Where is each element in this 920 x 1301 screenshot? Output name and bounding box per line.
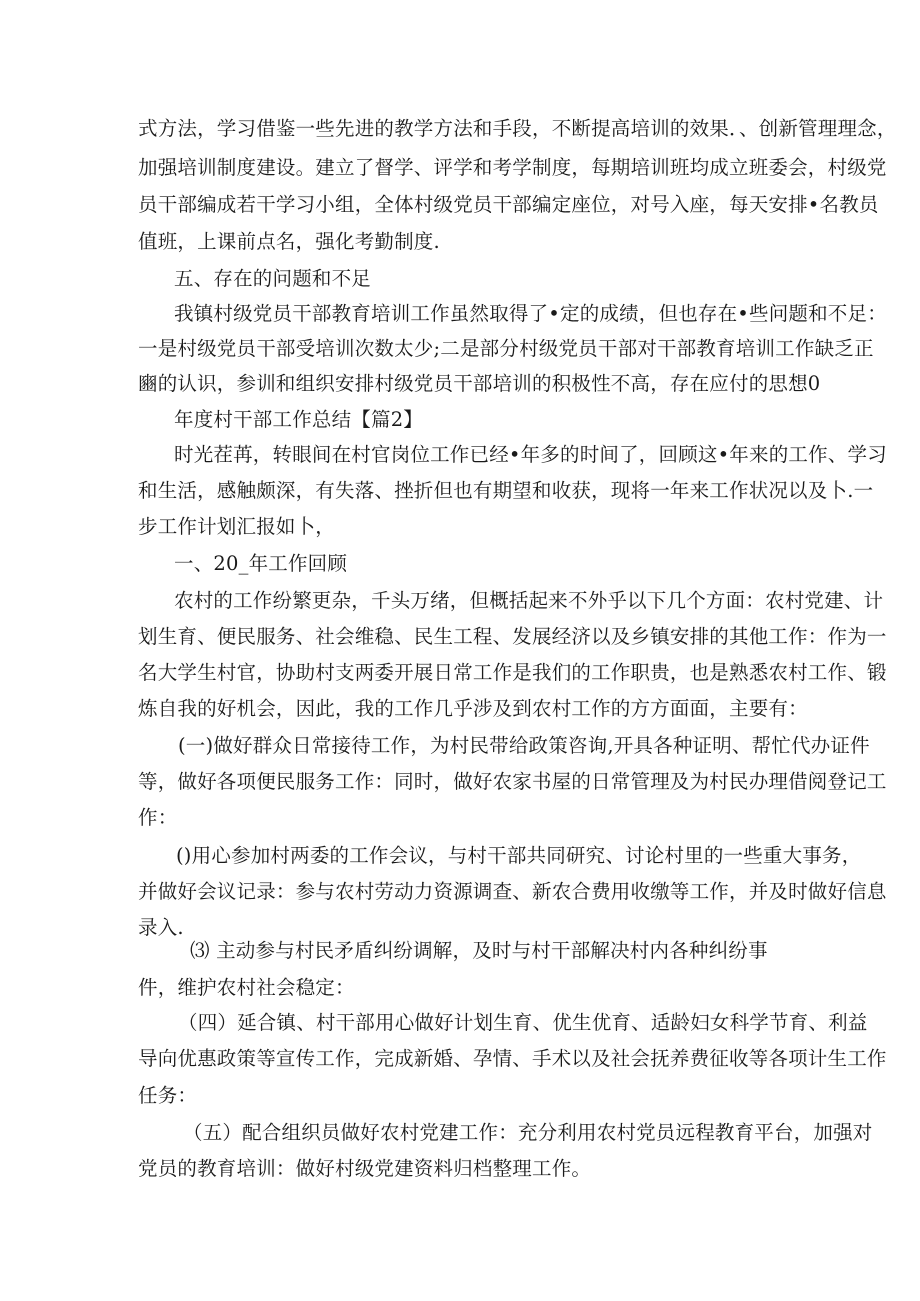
p8-line: 作： [138,806,178,829]
p3-line: 一是村级党员干部受培训次数太少;二是部分村级党员干部对干部教育培训工作缺乏正 [138,337,874,360]
p7-line: 炼自我的好机会，因此，我的工作几乎涉及到农村工作的方方面面，主要有： [138,697,808,720]
p9-line: 并做好会议记录：参与农村劳动力资源调查、新农合费用收缴等工作，并及时做好信息 [138,880,887,903]
p11-line: 导向优惠政策等宣传工作，完成新婚、孕情、手术以及社会抚养费征收等各项计生工作 [138,1047,887,1070]
p7-line: 划生育、便民服务、社会维稳、民生工程、发展经济以及乡镇安排的其他工作：作为一 [138,625,887,648]
article-title: 年度村干部工作总结【篇2】 [174,408,424,431]
p1-line: 员干部编成若干学习小组，全体村级党员干部编定座位，对号入座，每天安排•名教员 [138,193,879,216]
p12-line: （五）配合组织员做好农村党建工作：充分利用农村党员远程教育平台，加强对 [183,1121,873,1144]
p9-line: ()用心参加村两委的工作会议，与村干部共同研究、讨论村里的一些重大事务， [176,844,862,867]
p10-line: ⑶ 主动参与村民矛盾纠纷调解，及时与村干部解决村内各种纠纷事 [190,939,768,962]
p5-line: 步工作计划汇报如卜， [138,515,336,538]
p8-line: (一)做好群众日常接待工作，为村民带给政策咨询,开具各种证明、帮忙代办证件 [178,734,870,757]
p11-line: （四）延合镇、村干部用心做好计划生育、优生优育、适龄妇女科学节育、利益 [178,1011,868,1034]
p1-line: 加强培训制度建设。建立了督学、评学和考学制度，每期培训班均成立班委会，村级党 [138,156,887,179]
p12-line: 党员的教育培训：做好村级党建资料归档整理工作。 [138,1157,592,1180]
p11-line: 任务： [138,1084,198,1107]
p10-line: 件，维护农村社会稳定： [138,976,355,999]
p3-line: 豳的认识，参训和组织安排村级党员干部培训的积极性不高，存在应付的思想0 [138,372,821,395]
p3-line: 我镇村级党员干部教育培训工作虽然取得了•定的成绩，但也存在•些问题和不足： [174,302,887,325]
section-heading: 一、20_年工作回顾 [174,552,348,575]
section-heading: 五、存在的问题和不足 [174,267,372,290]
p7-line: 农村的工作纷繁更杂，千头万绪，但概括起来不外乎以下几个方面：农村党建、计 [174,589,884,612]
p1-line: 值班，上课前点名，强化考勤制度. [138,230,440,253]
p5-line: 时光茬苒，转眼间在村官岗位工作已经•年多的时间了，回顾这•年来的工作、学习 [174,443,887,466]
p1-line: 式方法，学习借鉴一些先进的教学方法和手段，不断提高培训的效果．、创新管理理念， [138,117,897,140]
p8-line: 等，做好各项便民服务工作：同时，做好农家书屋的日常管理及为村民办理借阅登记工 [138,770,887,793]
p5-line: 和生活，感触颇深，有失落、挫折但也有期望和收获，现将一年来工作状况以及卜.一 [138,479,874,502]
p9-line: 录入. [138,916,184,939]
p7-line: 名大学生村官，协助村支两委开展日常工作是我们的工作职贵，也是熟悉农村工作、锻 [138,661,887,684]
